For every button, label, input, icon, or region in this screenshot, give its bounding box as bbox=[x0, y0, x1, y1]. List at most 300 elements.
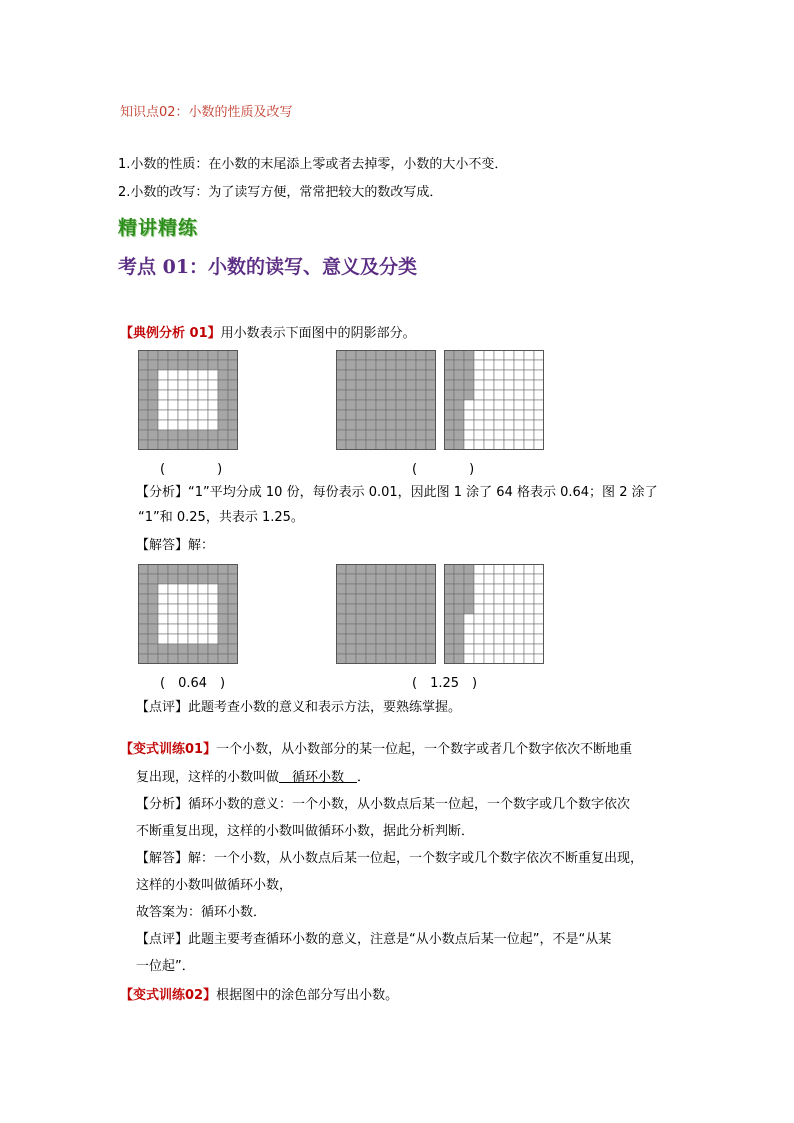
grid-1-answer-cell bbox=[178, 624, 188, 634]
grid-2a-answer-cell bbox=[366, 624, 376, 634]
grid-1-answer-cell bbox=[188, 574, 198, 584]
grid-2b-question-cell bbox=[474, 390, 484, 400]
grid-2a-answer-cell bbox=[416, 654, 426, 664]
grid-2a-answer-cell bbox=[386, 584, 396, 594]
grid-1-question-cell bbox=[168, 430, 178, 440]
grid-2a-question-cell bbox=[406, 420, 416, 430]
grid-2a-question-cell bbox=[366, 370, 376, 380]
grid-2b-question-cell bbox=[444, 350, 454, 360]
grid-1-answer-cell bbox=[188, 654, 198, 664]
grid-2a-answer-cell bbox=[336, 564, 346, 574]
grid-2b-answer-cell bbox=[464, 574, 474, 584]
grid-2b-question-cell bbox=[474, 370, 484, 380]
grid-1-answer-cell bbox=[168, 564, 178, 574]
grid-2b-answer-cell bbox=[464, 644, 474, 654]
grid-1-answer-cell bbox=[148, 594, 158, 604]
training02-question-text: 根据图中的涂色部分写出小数。 bbox=[216, 988, 399, 1003]
grid-2a-question-cell bbox=[426, 390, 436, 400]
grid-2a-question-cell bbox=[406, 400, 416, 410]
grid-2b-question-cell bbox=[454, 380, 464, 390]
grid-2b-answer-cell bbox=[534, 564, 544, 574]
grid-2b-question-cell bbox=[464, 380, 474, 390]
grid-1-question-cell bbox=[168, 390, 178, 400]
grid-1-answer-cell bbox=[158, 564, 168, 574]
grid-1-answer-cell bbox=[178, 614, 188, 624]
grid-1-answer-cell bbox=[148, 614, 158, 624]
kaodian-title: 考点 01：小数的读写、意义及分类 bbox=[118, 256, 418, 278]
grid-2b-answer-cell bbox=[454, 634, 464, 644]
grid-2a-answer-cell bbox=[346, 564, 356, 574]
grid-2a-question-cell bbox=[426, 420, 436, 430]
grid-1-question-cell bbox=[178, 350, 188, 360]
grid-1-answer-cell bbox=[148, 654, 158, 664]
grid-1-answer-cell bbox=[188, 624, 198, 634]
grid-1-question-cell bbox=[158, 400, 168, 410]
grid-1-answer-cell bbox=[198, 634, 208, 644]
grid-2a-answer-cell bbox=[356, 594, 366, 604]
grid-1-question-cell bbox=[218, 410, 228, 420]
grid-2a-answer-cell bbox=[426, 604, 436, 614]
training01-answer-fill: 循环小数 bbox=[279, 770, 358, 785]
grid-2b-answer-cell bbox=[524, 594, 534, 604]
grid-2a-answer-cell bbox=[366, 584, 376, 594]
grid-2b-answer-cell bbox=[464, 604, 474, 614]
grid-1-answer-cell bbox=[168, 624, 178, 634]
grid-2b-question-cell bbox=[494, 360, 504, 370]
grid-1-question-cell bbox=[158, 440, 168, 450]
grid-2b-question-cell bbox=[484, 410, 494, 420]
grid-1-answer-cell bbox=[228, 624, 238, 634]
grid-2b-answer-cell bbox=[464, 634, 474, 644]
grid-1-question-cell bbox=[228, 380, 238, 390]
grid-2b-answer-cell bbox=[454, 644, 464, 654]
grid-2b-question-cell bbox=[444, 360, 454, 370]
training01-answer bbox=[136, 850, 643, 868]
grid-1-answer-cell bbox=[228, 604, 238, 614]
grid-2a-answer-cell bbox=[336, 574, 346, 584]
grid-2b-question-cell bbox=[514, 430, 524, 440]
grid-1-answer-cell bbox=[168, 574, 178, 584]
training01-answer-line-1: 解：一个小数，从小数点后某一位起，一个数字或几个数字依次不断重复出现， bbox=[188, 851, 644, 866]
grid-2b-question-cell bbox=[464, 420, 474, 430]
comment-tag: 【点评】 bbox=[136, 700, 189, 715]
grid-2b-question-cell bbox=[494, 430, 504, 440]
grid-2b-question-cell bbox=[504, 440, 514, 450]
rewrite-point: 2.小数的改写：为了读写方便，常常把较大的数改写成． bbox=[118, 185, 443, 200]
grid-1-question-cell bbox=[178, 390, 188, 400]
grid-1-question-cell bbox=[138, 360, 148, 370]
grid-2a-question-cell bbox=[406, 440, 416, 450]
grid-2b-answer-cell bbox=[444, 654, 454, 664]
grid-2a-question bbox=[336, 350, 436, 450]
grid-2b-answer-cell bbox=[464, 584, 474, 594]
grid-1-answer-cell bbox=[168, 584, 178, 594]
grid-1-question-cell bbox=[218, 430, 228, 440]
grid-2a-question-cell bbox=[336, 430, 346, 440]
grid-2b-question-cell bbox=[534, 360, 544, 370]
grid-1-question-cell bbox=[198, 370, 208, 380]
grid-1-question-cell bbox=[148, 360, 158, 370]
grid-2a-answer-cell bbox=[356, 614, 366, 624]
grid-2a-question-cell bbox=[426, 410, 436, 420]
grid-2b-answer-cell bbox=[504, 634, 514, 644]
grid-2a-answer-cell bbox=[426, 654, 436, 664]
grid-2b-answer-cell bbox=[534, 584, 544, 594]
grid-1-answer-cell bbox=[198, 574, 208, 584]
grid-1-answer-cell bbox=[198, 584, 208, 594]
comment-text: 此题考查小数的意义和表示方法，要熟练掌握。 bbox=[188, 700, 462, 715]
grid-2a-question-cell bbox=[356, 410, 366, 420]
grid-1-answer-cell bbox=[218, 624, 228, 634]
grid-2b-question-cell bbox=[524, 440, 534, 450]
grid-2b-answer-cell bbox=[454, 604, 464, 614]
grid-2b-answer-cell bbox=[534, 654, 544, 664]
grid-2a-answer-cell bbox=[406, 584, 416, 594]
grid-2b-answer-cell bbox=[524, 624, 534, 634]
grid-2b-answer-cell bbox=[504, 644, 514, 654]
grid-2a-question-cell bbox=[346, 360, 356, 370]
grid-1-answer-cell bbox=[138, 574, 148, 584]
grid-2b-question-cell bbox=[474, 430, 484, 440]
grid-2b-question-cell bbox=[514, 420, 524, 430]
grid-2a-answer-cell bbox=[346, 594, 356, 604]
grid-1-question-cell bbox=[148, 380, 158, 390]
grid-1-question-cell bbox=[198, 380, 208, 390]
grid-2a-question-cell bbox=[346, 430, 356, 440]
grid-2a-answer-cell bbox=[416, 624, 426, 634]
grid-2b-answer-cell bbox=[504, 574, 514, 584]
grid-2a-answer-cell bbox=[416, 594, 426, 604]
grid-2b-answer-cell bbox=[494, 604, 504, 614]
grid-2b-question-cell bbox=[524, 370, 534, 380]
grid-2a-question-cell bbox=[386, 360, 396, 370]
grid-2a-answer-cell bbox=[416, 584, 426, 594]
grid-2a-answer-cell bbox=[356, 574, 366, 584]
grid-2b-question-cell bbox=[514, 440, 524, 450]
grid-2a-answer-cell bbox=[396, 584, 406, 594]
grid-2a-question-cell bbox=[406, 410, 416, 420]
training01-analysis-line-2: 不断重复出现，这样的小数叫做循环小数，据此分析判断． bbox=[136, 824, 475, 839]
grid-2b-answer-cell bbox=[514, 624, 524, 634]
grid-1-question-cell bbox=[198, 360, 208, 370]
grid-2b-answer-cell bbox=[534, 644, 544, 654]
grid-2b-question-cell bbox=[444, 410, 454, 420]
grid-2b-question-cell bbox=[484, 390, 494, 400]
grid-2b-answer-cell bbox=[474, 654, 484, 664]
grid-2a-answer-cell bbox=[396, 624, 406, 634]
grid-1-question-cell bbox=[138, 350, 148, 360]
grid-2b-answer-cell bbox=[444, 564, 454, 574]
grid-2a-answer-cell bbox=[416, 574, 426, 584]
grid-1-answer-cell bbox=[168, 604, 178, 614]
grid-2b-question-cell bbox=[454, 430, 464, 440]
grid-1-question-cell bbox=[158, 430, 168, 440]
analysis-line-1: “1”平均分成 10 份，每份表示 0.01，因此图 1 涂了 64 格表示 0.64；图 2 涂了 bbox=[188, 485, 658, 500]
grid-2a-answer-cell bbox=[336, 634, 346, 644]
grid-2b-question-cell bbox=[534, 430, 544, 440]
grid-1-question-cell bbox=[218, 400, 228, 410]
grid-2b-question-cell bbox=[484, 440, 494, 450]
grid-1-question-cell bbox=[148, 430, 158, 440]
grid-1-answer-cell bbox=[188, 644, 198, 654]
grid-1-answer-cell bbox=[148, 634, 158, 644]
grid-2a-question-cell bbox=[346, 440, 356, 450]
grid-2b-answer-cell bbox=[474, 644, 484, 654]
grid-1-answer-cell bbox=[158, 604, 168, 614]
grid-2b-answer-cell bbox=[514, 594, 524, 604]
grid-2a-question-cell bbox=[376, 410, 386, 420]
grid-1-question-cell bbox=[178, 380, 188, 390]
answer-1: ( 0.64 ) bbox=[160, 676, 226, 691]
grid-2b-question-cell bbox=[444, 430, 454, 440]
grid-2a-question-cell bbox=[406, 430, 416, 440]
grid-1-question-cell bbox=[178, 430, 188, 440]
grid-2b-answer-cell bbox=[514, 564, 524, 574]
grid-2b-answer-cell bbox=[504, 604, 514, 614]
grid-1-answer-cell bbox=[148, 604, 158, 614]
training01-analysis-tag: 【分析】 bbox=[136, 797, 189, 812]
grid-1-answer-cell bbox=[218, 564, 228, 574]
grid-2a-answer-cell bbox=[366, 644, 376, 654]
grid-2a-question-cell bbox=[386, 350, 396, 360]
grid-2a-question-cell bbox=[386, 410, 396, 420]
grid-2a-answer-cell bbox=[386, 574, 396, 584]
grid-2b-question-cell bbox=[514, 410, 524, 420]
grid-2a-answer-cell bbox=[346, 584, 356, 594]
grid-2a-question-cell bbox=[366, 430, 376, 440]
grid-1-answer-cell bbox=[208, 614, 218, 624]
grid-2b-answer-cell bbox=[524, 634, 534, 644]
grid-2b-answer-cell bbox=[514, 644, 524, 654]
grid-1-question-cell bbox=[158, 360, 168, 370]
grid-1-question-cell bbox=[188, 360, 198, 370]
grid-1-answer-cell bbox=[138, 644, 148, 654]
grid-2b-answer-cell bbox=[494, 584, 504, 594]
grid-1-question-cell bbox=[138, 440, 148, 450]
grid-1-question-cell bbox=[178, 420, 188, 430]
grid-2b-question-cell bbox=[524, 380, 534, 390]
example-comment bbox=[136, 699, 461, 717]
grid-2b-question-cell bbox=[534, 440, 544, 450]
analysis-tag: 【分析】 bbox=[136, 485, 189, 500]
grid-2a-answer-cell bbox=[426, 624, 436, 634]
grid-2b-question-cell bbox=[474, 350, 484, 360]
grid-2b-answer-cell bbox=[484, 584, 494, 594]
grid-2b-question-cell bbox=[514, 350, 524, 360]
grid-2a-answer-cell bbox=[386, 614, 396, 624]
grid-2a-question-cell bbox=[346, 390, 356, 400]
grid-1-question-cell bbox=[208, 410, 218, 420]
grid-1-answer-cell bbox=[208, 624, 218, 634]
grid-2a-answer-cell bbox=[346, 654, 356, 664]
grid-1-answer-cell bbox=[188, 634, 198, 644]
training01-comment-line-1: 此题主要考查循环小数的意义，注意是“从小数点后某一位起”，不是“从某 bbox=[188, 932, 612, 947]
training01-tag: 【变式训练01】 bbox=[120, 742, 217, 757]
grid-1-answer-cell bbox=[188, 604, 198, 614]
training02-question bbox=[120, 987, 398, 1005]
grid-2a-answer-cell bbox=[426, 634, 436, 644]
grid-1-question-cell bbox=[228, 360, 238, 370]
grid-1-question-cell bbox=[178, 370, 188, 380]
grid-1-answer-cell bbox=[178, 564, 188, 574]
grid-2a-question-cell bbox=[356, 390, 366, 400]
grid-1-question-cell bbox=[168, 410, 178, 420]
grid-2b-question-cell bbox=[504, 410, 514, 420]
grid-1-question-cell bbox=[168, 400, 178, 410]
grid-2a-answer-cell bbox=[416, 614, 426, 624]
grid-2a-question-cell bbox=[336, 440, 346, 450]
grid-2a-question-cell bbox=[426, 400, 436, 410]
grid-1-answer-cell bbox=[198, 614, 208, 624]
grid-2b-answer-cell bbox=[474, 614, 484, 624]
grid-2a-question-cell bbox=[346, 350, 356, 360]
grid-2a-question-cell bbox=[376, 390, 386, 400]
grid-2b-answer-cell bbox=[474, 634, 484, 644]
grid-2b-answer-cell bbox=[454, 574, 464, 584]
grid-1-question-cell bbox=[148, 420, 158, 430]
grid-2a-question-cell bbox=[336, 360, 346, 370]
grid-1-question-cell bbox=[208, 360, 218, 370]
grid-1-answer-cell bbox=[218, 604, 228, 614]
answer-2: ( 1.25 ) bbox=[412, 676, 478, 691]
grid-2a-question-cell bbox=[386, 380, 396, 390]
grid-1-answer-cell bbox=[208, 634, 218, 644]
grid-2a-question-cell bbox=[356, 420, 366, 430]
grid-1-answer-cell bbox=[148, 644, 158, 654]
grid-2b-question-cell bbox=[524, 400, 534, 410]
grid-2a-question-cell bbox=[336, 400, 346, 410]
grid-2a-answer-cell bbox=[336, 594, 346, 604]
grid-2a-question-cell bbox=[426, 350, 436, 360]
grid-2b-answer-cell bbox=[484, 574, 494, 584]
grid-2a-question-cell bbox=[426, 440, 436, 450]
grid-2a-question-cell bbox=[396, 400, 406, 410]
grid-1-question-cell bbox=[188, 440, 198, 450]
grid-2b-question-cell bbox=[534, 410, 544, 420]
grid-2a-question-cell bbox=[336, 420, 346, 430]
grid-2b-question-cell bbox=[484, 430, 494, 440]
grid-2b-answer-cell bbox=[454, 564, 464, 574]
grid-2b-answer-cell bbox=[514, 574, 524, 584]
training01-question bbox=[120, 741, 632, 759]
grid-1-question-cell bbox=[158, 350, 168, 360]
blank-1: ( ) bbox=[160, 462, 223, 477]
blank-2: ( ) bbox=[412, 462, 475, 477]
grid-2a-answer-cell bbox=[396, 594, 406, 604]
grid-1-question-cell bbox=[208, 430, 218, 440]
grid-1-answer-cell bbox=[208, 654, 218, 664]
grid-2a-answer-cell bbox=[356, 654, 366, 664]
grid-2a-answer-cell bbox=[346, 614, 356, 624]
grid-1-question-cell bbox=[138, 380, 148, 390]
grid-2a-question-cell bbox=[396, 350, 406, 360]
grid-2b-answer-cell bbox=[504, 624, 514, 634]
grid-2a-answer-cell bbox=[416, 564, 426, 574]
grid-1-answer-cell bbox=[208, 594, 218, 604]
grid-1-answer-cell bbox=[138, 614, 148, 624]
grid-1-question-cell bbox=[138, 430, 148, 440]
grid-2a-question-cell bbox=[416, 390, 426, 400]
grid-1-answer-cell bbox=[138, 604, 148, 614]
grid-1-question-cell bbox=[178, 440, 188, 450]
grid-1-question-cell bbox=[198, 440, 208, 450]
grid-1-question-cell bbox=[198, 410, 208, 420]
training01-line-2-pre: 复出现，这样的小数叫做 bbox=[136, 770, 280, 785]
training01-line-1: 一个小数，从小数部分的某一位起，一个数字或者几个数字依次不断地重 bbox=[216, 742, 633, 757]
grid-2a-question-cell bbox=[376, 400, 386, 410]
grid-2b-answer-cell bbox=[524, 604, 534, 614]
grid-2a-question-cell bbox=[376, 440, 386, 450]
grid-2b-answer-cell bbox=[494, 564, 504, 574]
grid-1-answer-cell bbox=[148, 624, 158, 634]
grid-1-question-cell bbox=[168, 350, 178, 360]
grid-2a-question-cell bbox=[346, 410, 356, 420]
grid-2b-question-cell bbox=[464, 410, 474, 420]
grid-2a-question-cell bbox=[416, 430, 426, 440]
grid-2b-answer-cell bbox=[444, 584, 454, 594]
grid-2b-question-cell bbox=[494, 420, 504, 430]
grid-2b-question-cell bbox=[524, 360, 534, 370]
analysis-line-2: “1”和 0.25，共表示 1.25。 bbox=[138, 510, 304, 525]
grid-2b-answer-cell bbox=[534, 624, 544, 634]
grid-2a-question-cell bbox=[366, 400, 376, 410]
grid-2a-question-cell bbox=[386, 420, 396, 430]
grid-1-question-cell bbox=[198, 390, 208, 400]
grid-1-question-cell bbox=[158, 370, 168, 380]
grid-2a-answer-cell bbox=[366, 654, 376, 664]
grid-2b-answer-cell bbox=[454, 594, 464, 604]
grid-2b-answer-cell bbox=[494, 634, 504, 644]
grid-2b-answer-cell bbox=[534, 594, 544, 604]
grid-2a-question-cell bbox=[396, 430, 406, 440]
grid-2a-answer-cell bbox=[376, 574, 386, 584]
grid-2b-answer-cell bbox=[524, 654, 534, 664]
grid-1-question-cell bbox=[198, 430, 208, 440]
grid-2b-answer-cell bbox=[454, 584, 464, 594]
grid-2a-answer-cell bbox=[426, 564, 436, 574]
grid-1-question bbox=[138, 350, 238, 450]
grid-2b-question-cell bbox=[454, 420, 464, 430]
grid-1-answer-cell bbox=[208, 564, 218, 574]
grid-2a-question-cell bbox=[386, 430, 396, 440]
grid-1-answer-cell bbox=[158, 584, 168, 594]
grid-2a-question-cell bbox=[366, 380, 376, 390]
grid-2a-answer-cell bbox=[386, 564, 396, 574]
grid-2a-question-cell bbox=[426, 370, 436, 380]
grid-2a-question-cell bbox=[396, 380, 406, 390]
grid-2b-answer-cell bbox=[514, 654, 524, 664]
grid-2a-question-cell bbox=[396, 440, 406, 450]
grid-2b-question-cell bbox=[444, 380, 454, 390]
grid-2a-answer-cell bbox=[406, 594, 416, 604]
grid-2a-question-cell bbox=[356, 360, 366, 370]
grid-2a-answer-cell bbox=[406, 614, 416, 624]
grid-1-answer-cell bbox=[168, 634, 178, 644]
grid-2b-question-cell bbox=[514, 380, 524, 390]
grid-2b-question-cell bbox=[444, 370, 454, 380]
grid-1-answer-cell bbox=[228, 614, 238, 624]
grid-1-question-cell bbox=[218, 420, 228, 430]
grid-2b-question-cell bbox=[504, 380, 514, 390]
grid-1-question-cell bbox=[138, 410, 148, 420]
grid-2a-answer-cell bbox=[336, 614, 346, 624]
grid-1-answer-cell bbox=[138, 584, 148, 594]
grid-1-answer-cell bbox=[138, 624, 148, 634]
grid-2a-answer-cell bbox=[336, 604, 346, 614]
grid-1-question-cell bbox=[198, 400, 208, 410]
grid-2b-answer bbox=[444, 564, 544, 664]
grid-1-answer-cell bbox=[208, 644, 218, 654]
